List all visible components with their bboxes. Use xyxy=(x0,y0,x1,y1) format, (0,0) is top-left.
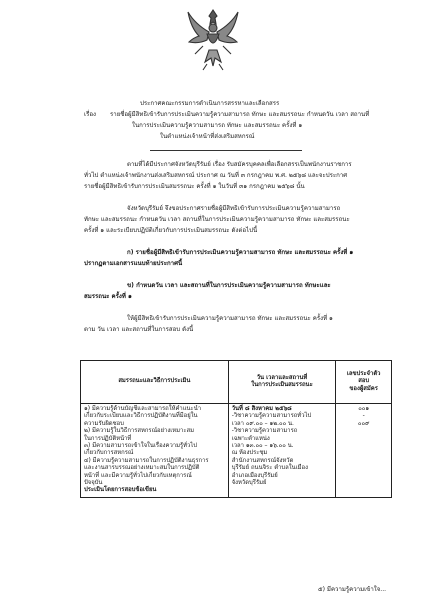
applicant-number-last: ๐๐๙ xyxy=(357,420,370,427)
applicant-number-cell xyxy=(336,404,392,498)
schedule-line: เวลา ๐๙.๐๐ – ๑๒.๐๐ น. xyxy=(231,420,294,427)
para2-line-1: จังหวัดบุรีรัมย์ จึงขอประกาศรายชื่อผู้มีสิทธิเข้ารับการประเมินความรู้ความสามารถ xyxy=(127,205,341,212)
item-a-line-1: ก) รายชื่อผู้มีสิทธิเข้ารับการประเมินความรู้ความสามารถ ทักษะ และสมรรถนะ ครั้งที่ ๑ xyxy=(127,249,354,256)
subject-label: เรื่อง xyxy=(84,111,96,118)
para1-line-2: ทั่วไป ตำแหน่งเจ้าพนักงานส่งเสริมสหกรณ์ ประกาศ ณ วันที่ ๓ กรกฎาคม พ.ศ. ๒๕๖๘ และจะประกาศ xyxy=(84,172,348,179)
competency-line: ๒) มีความรู้ในวิธีการสหกรณ์อย่างเหมาะสม xyxy=(84,428,194,435)
competency-line: ๑) มีความรู้ด้านบัญชีและสามารถให้คำแนะนำ xyxy=(84,406,202,412)
header-applicant-number xyxy=(336,361,392,404)
competency-line: ความรับผิดชอบ xyxy=(84,420,124,427)
org-heading: ประกาศคณะกรรมการดำเนินการสรรหาและเลือกสรร xyxy=(140,100,280,107)
heading-divider xyxy=(150,150,302,151)
schedule-line: ณ ห้องประชุม xyxy=(231,450,268,457)
competency-line: หน้าที่ และมีความรู้ทั่วไปเกี่ยวกับเหตุการณ์ xyxy=(84,472,192,479)
header-date-time-place xyxy=(228,361,336,404)
item-a-line-2: ปรากฏตามเอกสารแนบท้ายประกาศนี้ xyxy=(84,260,183,267)
competency-line: ๔) มีความรู้ความสามารถในการปฏิบัติงานธุรการ xyxy=(84,457,209,464)
schedule-line: จังหวัดบุรีรัมย์ xyxy=(231,480,267,487)
schedule-line: บุรีรัมย์ ถนนจิระ ตำบลในเมือง xyxy=(231,465,308,472)
applicant-number-dash: - xyxy=(362,413,365,420)
page-continuation: ๕) มีความรู้ความเข้าใจ... xyxy=(318,586,387,593)
schedule-line: -วิชาความรู้ความสามารถ xyxy=(231,428,298,435)
para2-line-3: ครั้งที่ ๑ และระเบียบปฏิบัติเกี่ยวกับการประเมินสมรรถนะ ดังต่อไปนี้ xyxy=(84,227,258,234)
subject-line-2: ในการประเมินความรู้ความสามารถ ทักษะ และสมรรถนะ ครั้งที่ ๑ xyxy=(132,122,303,129)
header-competency-method: สมรรถนะและวิธีการประเมิน xyxy=(81,361,229,404)
competency-line: ๓) มีความสามารถเข้าใจในเรื่องความรู้ทั่วไป xyxy=(84,443,198,450)
schedule-line: เวลา ๑๓.๐๐ – ๑๖.๐๐ น. xyxy=(231,443,294,450)
schedule-table-header-row xyxy=(81,361,392,404)
competency-line: ในการปฏิบัติหน้าที่ xyxy=(84,435,132,442)
applicant-number-first: ๐๐๑ xyxy=(358,406,370,412)
item-b-line-2: สมรรถนะ ครั้งที่ ๑ xyxy=(84,293,132,300)
para1-line-1: ตามที่ได้มีประกาศจังหวัดบุรีรัมย์ เรื่อง รับสมัครบุคคลเพื่อเลือกสรรเป็นพนักงานราชการ xyxy=(127,161,352,168)
schedule-line: -วิชาความรู้ความสามารถทั่วไป xyxy=(231,413,312,420)
header-date-line-2: ในการประเมินสมรรถนะ xyxy=(251,382,313,388)
item-b-line-1: ข) กำหนดวัน เวลา และสถานที่ในการประเมินความรู้ความสามารถ ทักษะและ xyxy=(127,282,331,289)
header-date-line-1: วัน เวลาและสถานที่ xyxy=(256,374,308,381)
table-row xyxy=(81,404,392,498)
header-number-line-2: สอบ xyxy=(358,378,370,385)
schedule-line: สำนักงานสหกรณ์จังหวัด xyxy=(231,457,294,464)
assessment-method: ประเมินโดยการสอบข้อเขียน xyxy=(84,487,157,494)
competency-line: ปัจจุบัน xyxy=(84,480,103,487)
schedule-table xyxy=(80,360,392,498)
header-number-line-1: เลขประจำตัว xyxy=(346,370,381,377)
subject-line-3: ในตำแหน่งเจ้าหน้าที่ส่งเสริมสหกรณ์ xyxy=(160,133,255,140)
para3-line-1: ให้ผู้มีสิทธิเข้ารับการประเมินความรู้ความสามารถ ทักษะ และสมรรถนะ ครั้งที่ ๑ xyxy=(127,315,333,322)
exam-date: วันที่ ๘ สิงหาคม ๒๕๖๘ xyxy=(231,406,292,412)
competency-line: และงานสารบรรณอย่างเหมาะสมในการปฏิบัติ xyxy=(84,465,200,472)
competency-line: เกี่ยวกับการสหกรณ์ xyxy=(84,450,134,457)
subject-line-1: รายชื่อผู้มีสิทธิเข้ารับการประเมินความรู้ความสามารถ ทักษะ และสมรรถนะ กำหนดวัน เวลา สถานที่ xyxy=(110,111,370,118)
competency-line: เกี่ยวกับระเบียบและวิธีการปฏิบัติงานที่มีอยู่ใน xyxy=(84,413,198,420)
competency-cell xyxy=(81,404,229,498)
schedule-cell xyxy=(228,404,336,498)
header-number-line-3: ของผู้สมัคร xyxy=(349,385,378,392)
schedule-line: อำเภอเมืองบุรีรัมย์ xyxy=(231,472,278,479)
para2-line-2: ทักษะ และสมรรถนะ กำหนดวัน เวลา สถานที่ในการประเมินความรู้ความสามารถ ทักษะ และสมรรถนะ xyxy=(84,216,350,223)
para3-line-2: ตาม วัน เวลา และสถานที่ในการสอบ ดังนี้ xyxy=(84,326,194,333)
para1-line-3: รายชื่อผู้มีสิทธิเข้ารับการประเมินสมรรถนะ ครั้งที่ ๑ ในวันที่ ๓๑ กรกฎาคม ๒๕๖๘ นั้น xyxy=(84,183,305,190)
schedule-line: เฉพาะตำแหน่ง xyxy=(231,435,270,442)
garuda-emblem-icon xyxy=(185,6,241,72)
